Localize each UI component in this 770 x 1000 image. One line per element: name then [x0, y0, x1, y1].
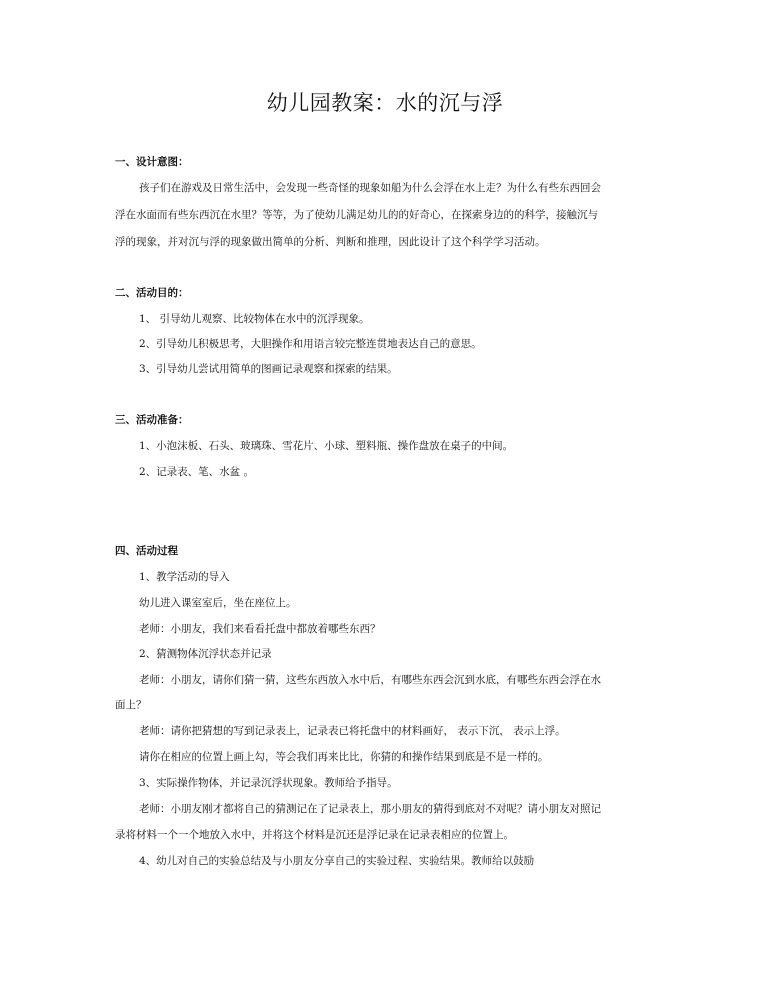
paragraph-line: 孩子们在游戏及日常生活中，会发现一些奇怪的现象如船为什么会浮在水上走？为什么有些东西回会: [139, 182, 601, 194]
list-item: 3、引导幼儿尝试用简单的图画记录观察和探索的结果。: [139, 363, 398, 375]
paragraph-line: 浮的现象，并对沉与浮的现象做出简单的分析、判断和推理，因此设计了这个科学学习活动。: [115, 236, 546, 248]
section-heading-design-intent: 一、设计意图：: [115, 156, 189, 168]
section-heading-activity-process: 四、活动过程: [115, 545, 178, 557]
section-heading-activity-goals: 二、活动目的：: [115, 287, 189, 299]
page-title: 幼儿园教案：水的沉与浮: [266, 91, 504, 115]
paragraph-line: 老师：小朋友，请你们猜一猜，这些东西放入水中后，有哪些东西会沉到水底，有哪些东西会浮在水: [139, 674, 601, 686]
list-item: 4、幼儿对自己的实验总结及与小朋友分享自己的实验过程、实验结果。教师给以鼓励: [139, 855, 535, 867]
list-item: 3、实际操作物体，并记录沉浮状现象。教师给予指导。: [139, 777, 398, 789]
list-item: 2、引导幼儿积极思考，大胆操作和用语言较完整连贯地表达自己的意思。: [139, 338, 482, 350]
section-heading-preparation: 三、活动准备：: [115, 414, 189, 426]
paragraph-line: 面上？: [115, 699, 147, 711]
list-item: 1、教学活动的导入: [139, 571, 230, 583]
paragraph-line: 请你在相应的位置上画上勾，等会我们再来比比，你猜的和操作结果到底是不是一样的。: [139, 751, 549, 763]
paragraph-line: 浮在水面而有些东西沉在水里？等等，为了使幼儿满足幼儿的的好奇心，在探索身边的的科学，接触沉与: [115, 209, 598, 221]
paragraph-line: 幼儿进入课室室后，坐在座位上。: [139, 597, 297, 609]
list-item: 1、小泡沫板、石头、玻璃珠、雪花片、小球、塑料瓶、操作盘放在桌子的中间。: [139, 440, 514, 452]
paragraph-line: 老师：小朋友刚才都将自己的猜测记在了记录表上，那小朋友的猜得到底对不对呢？请小朋友对照记: [139, 803, 601, 815]
paragraph-line: 老师：小朋友，我们来看看托盘中都放着哪些东西？: [139, 623, 381, 635]
list-item: 1、 引导幼儿观察、比较物体在水中的沉浮现象。: [139, 313, 370, 325]
paragraph-line: 录将材料一个一个地放入水中，并将这个材料是沉还是浮记录在记录表相应的位置上。: [115, 829, 514, 841]
list-item: 2、记录表、笔、水盆 。: [139, 466, 255, 478]
paragraph-line: 老师：请你把猜想的写到记录表上，记录表已将托盘中的材料画好， 表示下沉， 表示上浮。: [139, 725, 566, 737]
list-item: 2、猜测物体沉浮状态并记录: [139, 648, 272, 660]
